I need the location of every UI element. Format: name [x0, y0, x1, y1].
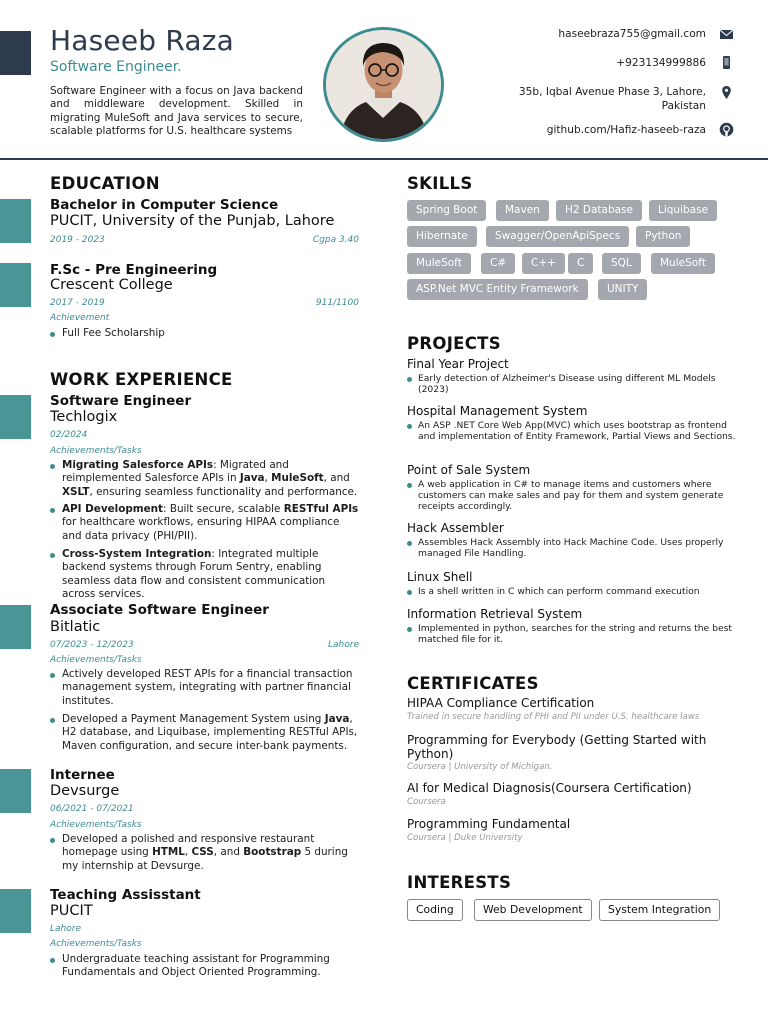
skill-tag: Spring Boot [407, 200, 486, 221]
skill-tag: Swagger/OpenApiSpecs [486, 226, 629, 247]
list-item: Developed a Payment Management System using Java, H2 database, and Liquibase, implementing RESTful APIs, Maven configuration, and secure inter-bank payments. [50, 713, 360, 753]
certificate-issuer: Trained in secure handling of PHI and PII under U.S. healthcare laws [407, 712, 700, 722]
job-dates: 06/2021 - 07/2021 [50, 804, 134, 814]
job-item-marker [0, 889, 31, 933]
certificate-title: Programming Fundamental [407, 817, 571, 831]
certificate-title: AI for Medical Diagnosis(Coursera Certification) [407, 781, 692, 795]
job-role: Software Engineer [50, 393, 192, 409]
project-title: Point of Sale System [407, 463, 531, 477]
list-item [50, 327, 360, 340]
certificates-heading: CERTIFICATES [407, 674, 539, 693]
company-name: Bitlatic [50, 619, 101, 635]
phone-number[interactable]: +923134999886 [616, 57, 706, 69]
skill-tag: C [568, 253, 593, 274]
institution-name: Crescent College [50, 277, 173, 293]
address-line-2: Pakistan [661, 100, 706, 112]
project-title: Final Year Project [407, 357, 509, 371]
skill-tag: SQL [602, 253, 641, 274]
project-title: Hack Assembler [407, 521, 504, 535]
skill-tag: H2 Database [556, 200, 642, 221]
interest-tag: Coding [407, 899, 463, 921]
project-title: Information Retrieval System [407, 607, 583, 621]
skill-tag: UNITY [598, 279, 647, 300]
job-location: Lahore [328, 640, 359, 650]
skill-tag: ASP.Net MVC Entity Framework [407, 279, 588, 300]
list-item: Developed a polished and responsive restaurant homepage using HTML, CSS, and Bootstrap 5 during my internship at Devsurge. [50, 833, 360, 873]
list-item: Undergraduate teaching assistant for Programming Fundamentals and Object Oriented Programming. [50, 953, 360, 980]
tasks-label: Achievements/Tasks [50, 939, 142, 949]
list-item: Assembles Hack Assembly into Hack Machine Code. Uses properly managed File Handling. [407, 537, 737, 559]
job-role: Associate Software Engineer [50, 602, 269, 618]
skill-tag: Hibernate [407, 226, 477, 247]
achievement-text: Full Fee Scholarship [62, 327, 165, 339]
header-divider [0, 158, 768, 160]
skill-tag: Maven [496, 200, 549, 221]
achievement-label: Achievement [50, 313, 110, 323]
company-name: PUCIT [50, 903, 93, 919]
address [519, 85, 706, 113]
skill-tag: C# [481, 253, 515, 274]
github-icon [719, 122, 734, 137]
email-icon [719, 27, 734, 42]
tasks-label: Achievements/Tasks [50, 820, 142, 830]
list-item: Implemented in python, searches for the string and returns the best matched file for it. [407, 623, 737, 645]
certificate-issuer: Coursera | Duke University [407, 833, 523, 843]
education-dates: 2017 - 2019 [50, 298, 105, 308]
candidate-name: Haseeb Raza [50, 24, 234, 57]
interest-tag: System Integration [599, 899, 720, 921]
list-item: Is a shell written in C which can perform command execution [407, 586, 737, 597]
certificate-issuer: Coursera | University of Michigan. [407, 762, 553, 772]
location-pin-icon [719, 85, 734, 100]
education-heading: EDUCATION [50, 174, 160, 193]
profile-summary: Software Engineer with a focus on Java backend and middleware development. Skilled in migrating MuleSoft and Java services to secure, scalable platforms for U.S. healthcare systems [50, 85, 303, 137]
interests-heading: INTERESTS [407, 873, 512, 892]
tasks-label: Achievements/Tasks [50, 655, 142, 665]
interest-tag: Web Development [474, 899, 592, 921]
education-grade: 911/1100 [315, 298, 359, 308]
job-role: Internee [50, 767, 115, 783]
skill-tag: MuleSoft [407, 253, 471, 274]
degree-title: F.Sc - Pre Engineering [50, 262, 218, 278]
degree-title: Bachelor in Computer Science [50, 197, 279, 213]
email-link[interactable]: haseebraza755@gmail.com [558, 28, 706, 40]
institution-name: PUCIT, University of the Punjab, Lahore [50, 213, 335, 229]
skill-tag: C++ [522, 253, 565, 274]
skills-heading: SKILLS [407, 174, 473, 193]
list-item: API Development: Built secure, scalable RESTful APIs for healthcare workflows, ensuring HIPAA compliance and data privacy (PHI/PII). [50, 503, 360, 543]
header-accent-bar [0, 31, 31, 75]
certificate-issuer: Coursera [407, 797, 446, 807]
job-title: Software Engineer. [50, 59, 182, 75]
job-dates: 02/2024 [50, 430, 88, 440]
skill-tag: MuleSoft [651, 253, 715, 274]
certificate-title: HIPAA Compliance Certification [407, 696, 595, 710]
job-location: Lahore [50, 924, 81, 934]
github-link[interactable]: github.com/Hafiz-haseeb-raza [546, 124, 706, 136]
skill-tag: Python [636, 226, 690, 247]
job-item-marker [0, 605, 31, 649]
tasks-label: Achievements/Tasks [50, 446, 142, 456]
job-role: Teaching Assisstant [50, 887, 201, 903]
address-line-1: 35b, Iqbal Avenue Phase 3, Lahore, [518, 86, 706, 98]
list-item: A web application in C# to manage items and customers where customers can make sales and pay for them and system generate receipts accordingly. [407, 479, 737, 513]
job-item-marker [0, 769, 31, 813]
project-title: Hospital Management System [407, 404, 588, 418]
education-item-marker [0, 263, 31, 307]
education-item-marker [0, 199, 31, 243]
list-item: Cross-System Integration: Integrated multiple backend systems through Forum Sentry, enabling seamless data flow and consistent communication across services. [50, 548, 360, 601]
projects-heading: PROJECTS [407, 334, 501, 353]
list-item: Early detection of Alzheimer's Disease using different ML Models (2023) [407, 373, 737, 395]
work-experience-heading: WORK EXPERIENCE [50, 370, 233, 389]
project-title: Linux Shell [407, 570, 473, 584]
education-dates: 2019 - 2023 [50, 235, 105, 245]
phone-icon [719, 55, 734, 70]
list-item: Actively developed REST APIs for a financial transaction management system, integrating with partner financial institutes. [50, 668, 360, 708]
education-grade: Cgpa 3.40 [312, 235, 359, 245]
job-dates: 07/2023 - 12/2023 [50, 640, 134, 650]
skill-tag: Liquibase [649, 200, 717, 221]
list-item: An ASP .NET Core Web App(MVC) which uses bootstrap as frontend and implementation of Entity Framework, Partial Views and Sections. [407, 420, 737, 442]
profile-photo [323, 27, 444, 142]
certificate-title: Programming for Everybody (Getting Started with Python) [407, 733, 707, 761]
company-name: Techlogix [50, 409, 118, 425]
list-item: Migrating Salesforce APIs: Migrated and reimplemented Salesforce APIs in Java, MuleSoft, and XSLT, ensuring seamless functionality and performance. [50, 459, 360, 499]
job-item-marker [0, 395, 31, 439]
company-name: Devsurge [50, 783, 120, 799]
